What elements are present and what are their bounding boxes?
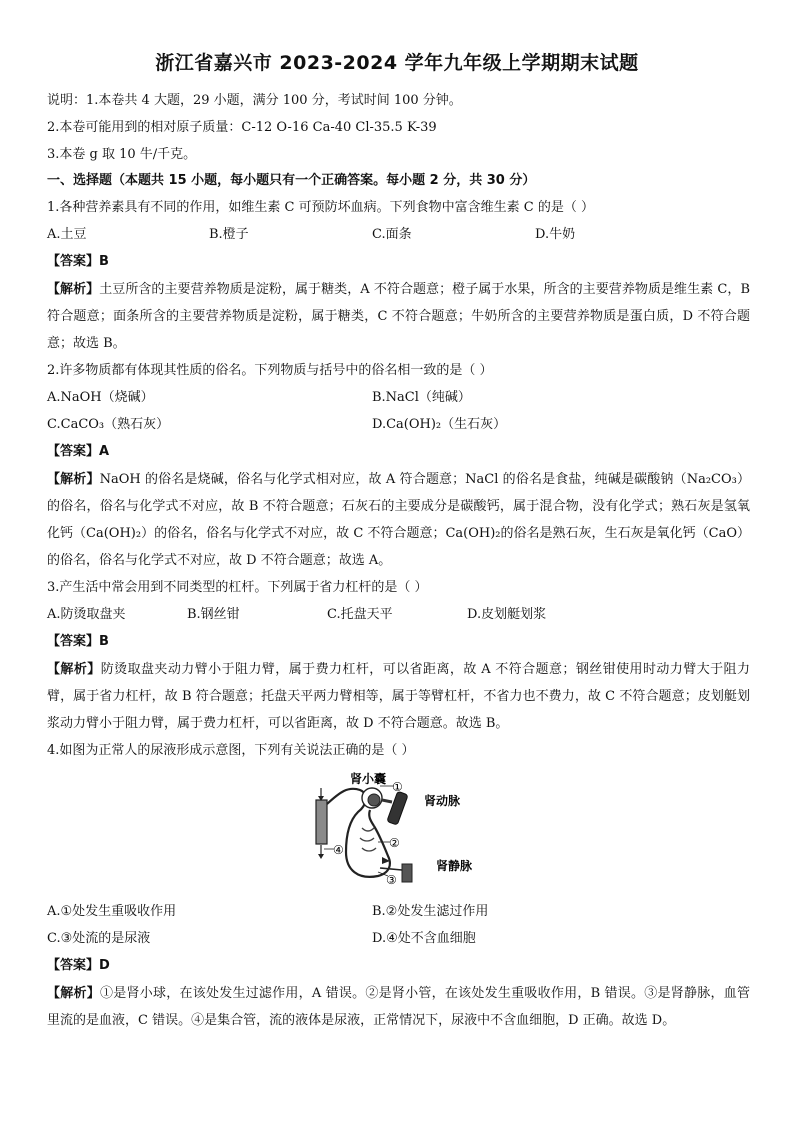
q1-option-c: C.面条 — [372, 227, 412, 242]
q3-option-b: B.钢丝钳 — [187, 607, 240, 622]
q1-answer: 【答案】B — [47, 254, 109, 269]
q3-option-d: D.皮划艇划浆 — [467, 607, 547, 622]
glomerulus-shape — [368, 794, 380, 806]
collecting-duct-shape — [316, 800, 327, 844]
q3-analysis-tag: 【解析】 — [47, 662, 101, 677]
q4-option-c: C.③处流的是尿液 — [47, 931, 151, 946]
q2-analysis-tag: 【解析】 — [47, 472, 100, 487]
tubule-neck-shape — [369, 810, 374, 826]
q2-option-b: B.NaCl（纯碱） — [372, 390, 471, 405]
renal-vein-shape — [402, 864, 412, 882]
q3-option-a: A.防烫取盘夹 — [47, 607, 126, 622]
marker-3: ③ — [386, 873, 397, 887]
q1-analysis-tag: 【解析】 — [47, 282, 100, 297]
q2-option-c: C.CaCO₃（熟石灰） — [47, 417, 170, 432]
q4-analysis-tag: 【解析】 — [47, 986, 100, 1001]
q4-analysis-text: ①是肾小球，在该处发生过滤作用，A 错误。②是肾小管，在该处发生重吸收作用，B 错误。③是肾静脉，血管里流的是血液，C 错误。④是集合管，流的液体是尿液，正常情况下，尿液中不含血细胞，D 正确。故选 D。 — [47, 986, 750, 1028]
note-1: 说明：1.本卷共 4 大题，29 小题，满分 100 分，考试时间 100 分钟。 — [47, 93, 462, 108]
q4-option-b: B.②处发生滤过作用 — [372, 904, 489, 919]
q3-answer: 【答案】B — [47, 634, 109, 649]
label-vein: 肾静脉 — [436, 859, 473, 873]
capillary-network-shape — [360, 828, 376, 851]
note-3: 3.本卷 g 取 10 牛/千克。 — [47, 147, 197, 162]
urine-formation-figure — [300, 772, 500, 897]
q1-option-b: B.橙子 — [209, 227, 249, 242]
marker-4: ④ — [333, 843, 344, 857]
q4-answer: 【答案】D — [47, 958, 110, 973]
section-heading: 一、选择题（本题共 15 小题，每小题只有一个正确答案。每小题 2 分，共 30 分） — [47, 173, 536, 188]
vein-connector-shape — [380, 868, 402, 870]
afferent-vessel-shape — [382, 800, 392, 802]
q1-option-a: A.土豆 — [47, 227, 87, 242]
arrow-head-bottom — [318, 854, 324, 859]
q4-option-d: D.④处不含血细胞 — [372, 931, 476, 946]
q1-option-d: D.牛奶 — [535, 227, 576, 242]
q2-option-a: A.NaOH（烧碱） — [47, 390, 154, 405]
q3-stem: 3.产生活中常会用到不同类型的杠杆。下列属于省力杠杆的是（ ） — [47, 580, 428, 595]
q4-analysis — [47, 980, 750, 1034]
renal-artery-shape — [387, 791, 408, 825]
label-capsule: 肾小囊 — [350, 772, 387, 786]
q4-stem: 4.如图为正常人的尿液形成示意图，下列有关说法正确的是（ ） — [47, 743, 415, 758]
note-2: 2.本卷可能用到的相对原子质量：C-12 O-16 Ca-40 Cl-35.5 K-39 — [47, 120, 437, 135]
label-artery: 肾动脉 — [424, 794, 461, 808]
q4-option-a: A.①处发生重吸收作用 — [47, 904, 177, 919]
page-title: 浙江省嘉兴市 2023-2024 学年九年级上学期期末试题 — [155, 52, 639, 74]
marker-1: ① — [392, 780, 403, 794]
q1-analysis — [47, 276, 750, 357]
q2-analysis-text: NaOH 的俗名是烧碱，俗名与化学式相对应，故 A 符合题意；NaCl 的俗名是食盐，纯碱是碳酸钠（Na₂CO₃）的俗名，俗名与化学式不对应，故 B 不符合题意；石灰石的主要成分是碳酸钙，属于混合物，没有化学式；熟石灰是氢氧化钙（Ca(OH)₂）的俗名，俗名与化学式不对应，故 C 不符合题意；Ca(OH)₂的俗名是熟石灰，生石灰是氧化钙（CaO）的俗名，俗名与化学式不对应，故 D 不符合题意；故选 A。 — [47, 472, 750, 568]
q3-analysis — [47, 656, 750, 737]
q3-analysis-text: 防烫取盘夹动力臂小于阻力臂，属于费力杠杆，可以省距离，故 A 不符合题意；钢丝钳使用时动力臂大于阻力臂，属于省力杠杆，故 B 符合题意；托盘天平两力臂相等，属于等臂杠杆，不省力也不费力，故 C 不符合题意；皮划艇划浆动力臂小于阻力臂，属于费力杠杆，可以省距离，故 D 不符合题意。故选 B。 — [47, 662, 750, 731]
q2-option-d: D.Ca(OH)₂（生石灰） — [372, 417, 507, 432]
q2-stem: 2.许多物质都有体现其性质的俗名。下列物质与括号中的俗名相一致的是（ ） — [47, 363, 493, 378]
q1-analysis-text: 土豆所含的主要营养物质是淀粉，属于糖类，A 不符合题意；橙子属于水果，所含的主要营养物质是维生素 C，B 符合题意；面条所含的主要营养物质是淀粉，属于糖类，C 不符合题意；牛奶所含的主要营养物质是蛋白质，D 不符合题意；故选 B。 — [47, 282, 750, 351]
q3-option-c: C.托盘天平 — [327, 607, 393, 622]
q2-analysis — [47, 466, 750, 574]
marker-2: ② — [389, 836, 400, 850]
q2-answer: 【答案】A — [47, 444, 110, 459]
q1-stem: 1.各种营养素具有不同的作用，如维生素 C 可预防坏血病。下列食物中富含维生素 C 的是（ ） — [47, 200, 594, 215]
